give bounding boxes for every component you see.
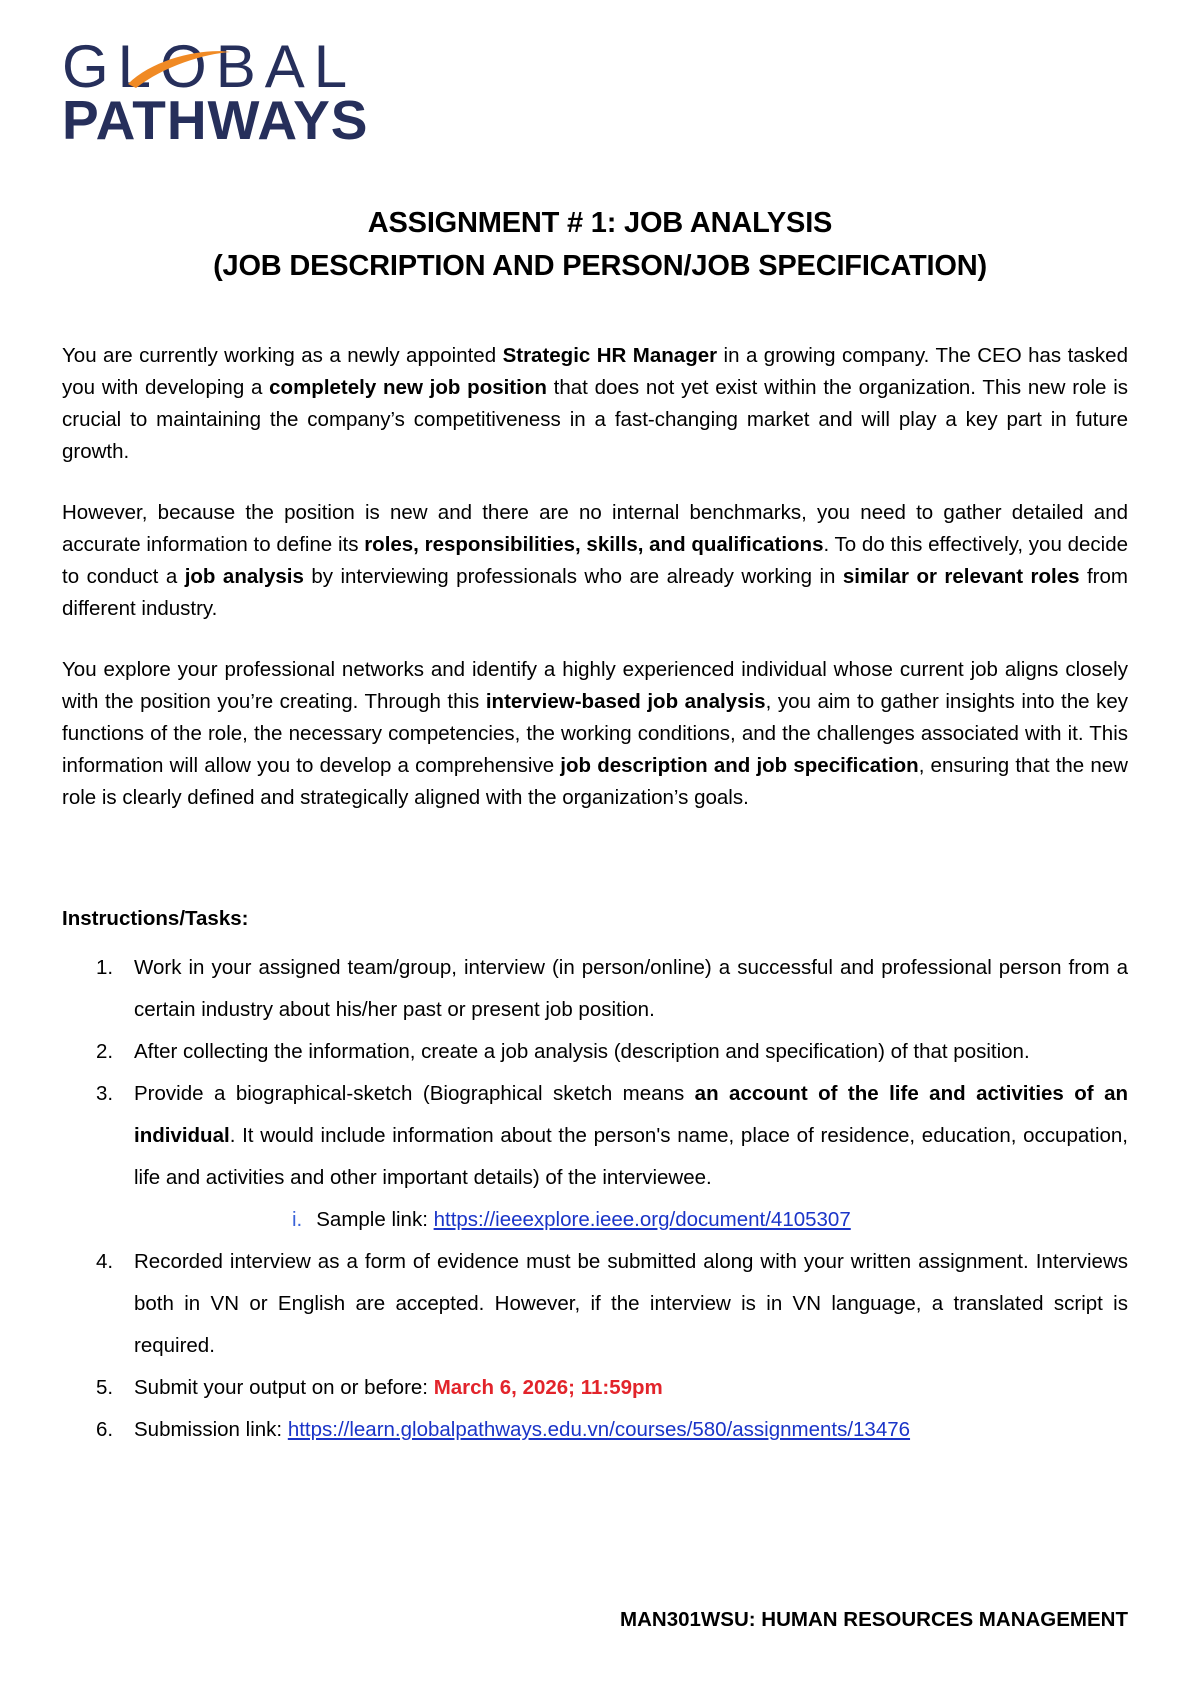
- deadline-date: March 6, 2026; 11:59pm: [433, 1376, 663, 1399]
- sample-link[interactable]: https://ieeexplore.ieee.org/document/4105307: [433, 1208, 851, 1231]
- task-3-subitem: [62, 1199, 1128, 1241]
- task-number: 6.: [96, 1418, 114, 1441]
- task-text: After collecting the information, create a job analysis (description and specification) of that position.: [134, 1040, 1030, 1063]
- task-number: 5.: [96, 1376, 114, 1399]
- task-text: Recorded interview as a form of evidence must be submitted along with your written assignment. Interviews both in VN or English are accepted. However, if the interview is in VN language, a translated script is required.: [134, 1250, 1128, 1357]
- task-item-5: [62, 1367, 1128, 1409]
- intro-paragraph-1: You are currently working as a newly appointed Strategic HR Manager in a growing company. The CEO has tasked you with developing a completely new job position that does not yet exist within the organization. This new role is crucial to maintaining the company’s competitiveness in a fast-changing market and will play a key part in future growth.: [62, 344, 1129, 463]
- task-item-6: [62, 1409, 1128, 1451]
- task-item-4: [62, 1241, 1128, 1367]
- deadline-label: Submit your output on or before:: [134, 1376, 434, 1399]
- submission-link-label: Submission link:: [134, 1418, 288, 1441]
- task-text: Work in your assigned team/group, interview (in person/online) a successful and professional person from a certain industry about his/her past or present job position.: [134, 956, 1128, 1021]
- logo-text-global: GLOBAL: [62, 33, 357, 100]
- assignment-subtitle: (JOB DESCRIPTION AND PERSON/JOB SPECIFICATION): [213, 250, 987, 282]
- task-number: 1.: [96, 956, 114, 979]
- assignment-title: ASSIGNMENT # 1: JOB ANALYSIS: [367, 207, 833, 239]
- instructions-heading: Instructions/Tasks:: [62, 907, 249, 930]
- task-number: 2.: [96, 1040, 114, 1063]
- task-list: [62, 947, 1128, 1451]
- intro-paragraph-2: However, because the position is new and there are no internal benchmarks, you need to gather detailed and accurate information to define its roles, responsibilities, skills, and qualifications. To do this effectively, you decide to conduct a job analysis by interviewing professionals who are already working in similar or relevant roles from different industry.: [62, 501, 1128, 620]
- task-item-2: [62, 1031, 1128, 1073]
- submission-link[interactable]: https://learn.globalpathways.edu.vn/courses/580/assignments/13476: [287, 1418, 911, 1441]
- task-item-1: [62, 947, 1128, 1031]
- sample-link-label: Sample link:: [316, 1208, 434, 1231]
- task-number: 4.: [96, 1250, 114, 1273]
- logo-text-pathways: PATHWAYS: [62, 89, 369, 151]
- task-number: 3.: [96, 1082, 114, 1105]
- global-pathways-logo: [62, 33, 422, 151]
- intro-paragraph-3: You explore your professional networks and identify a highly experienced individual whose current job aligns closely with the position you’re creating. Through this interview-based job analysis, you aim to gather insights into the key functions of the role, the necessary competencies, the working conditions, and the challenges associated with it. This information will allow you to develop a comprehensive job description and job specification, ensuring that the new role is clearly defined and strategically aligned with the organization’s goals.: [62, 658, 1128, 809]
- course-footer: MAN301WSU: HUMAN RESOURCES MANAGEMENT: [620, 1608, 1128, 1631]
- task-item-3: 3. Provide a biographical-sketch (Biographical sketch means an account of the life and activities of an individual. It would include information about the person's name, place of residence, education, occupation, life and activities and other important details) of the interviewee.: [62, 1073, 1128, 1199]
- roman-marker: i.: [292, 1208, 303, 1231]
